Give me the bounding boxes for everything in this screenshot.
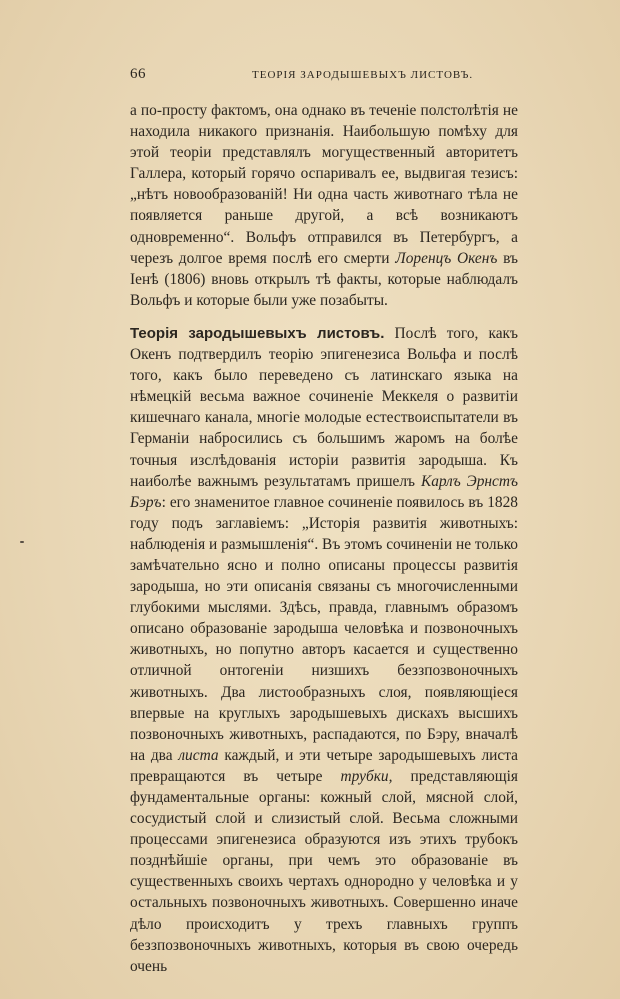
section-heading: Теорія зародышевыхъ листовъ. [130, 324, 385, 342]
paragraph-1-text: а по-просту фактомъ, она однако въ теченіе полстолѣтія не находила никакого признанія. Наибольшую помѣху для этой теоріи представлялъ могущественный авторитетъ Галлера, который горячо оспаривалъ ее, выдвигая тезисъ: „нѣтъ новообразованій! Ни одна часть животнаго тѣла не появляется раньше другой, а всѣ возникаютъ одновременно“. Вольфъ отправился въ Петербургъ, а черезъ долгое время послѣ его смерти [130, 102, 518, 267]
person-name-oken: Лоренцъ Окенъ [395, 249, 498, 267]
person-name-baer: Карлъ Эрнстъ Бэръ [130, 472, 518, 511]
page-header [130, 66, 518, 88]
emphasis-trubki: трубки, [340, 767, 393, 785]
paragraph-2-text-c: каждый, и эти четыре зародышевыхъ листа превращаются въ четыре [130, 746, 518, 785]
page-body [130, 100, 518, 977]
page-number: 66 [130, 66, 146, 82]
paragraph-2 [130, 323, 518, 977]
paragraph-2-text-d: представляющія фундаментальные органы: кожный слой, мясной слой, сосудистый слой и слизистый слой. Весьма сложными процессами эпигенезиса образуются изъ этихъ трубокъ позднѣйшіе органы, при чемъ это образованіе въ существенныхъ своихъ чертахъ однородно у человѣка и у остальныхъ позвоночныхъ животныхъ. Совершенно иначе дѣло происходитъ у трехъ главныхъ группъ беззпозвоночныхъ животныхъ, которыя въ свою очередь очень [130, 767, 518, 975]
paragraph-2-text-a: Послѣ того, какъ Окенъ подтвердилъ теорію эпигенезиса Вольфа и послѣ того, какъ было переведено съ латинскаго языка на нѣмецкій весьма важное сочиненіе Меккеля о развитіи кишечнаго канала, многіе молодые естествоиспытатели въ Германіи набросились съ большимъ жаромъ на болѣе точныя изслѣдованія исторіи развитія зародыша. Къ наиболѣе важнымъ результатамъ пришелъ [130, 324, 518, 490]
running-title: ТЕОРІЯ ЗАРОДЫШЕВЫХЪ ЛИСТОВЪ. [252, 69, 474, 81]
paragraph-1 [130, 100, 518, 311]
paragraph-1-text-after: въ Іенѣ (1806) вновь открылъ тѣ факты, которые наблюдалъ Вольфъ и которые были уже позабыты. [130, 249, 518, 309]
margin-speck [20, 541, 24, 543]
emphasis-lista: листа [178, 746, 219, 764]
paragraph-2-text-b: : его знаменитое главное сочиненіе появилось въ 1828 году подъ заглавіемъ: „Исторія развитія животныхъ: наблюденія и размышленія“. Въ этомъ сочиненіи не только замѣчательно ясно и полно описаны процессы развитія зародыша, но эти описанія связаны съ многочисленными глубокими мыслями. Здѣсь, правда, главнымъ образомъ описано образованіе зародыша человѣка и позвоночныхъ животныхъ, но попутно авторъ касается и существенно отличной онтогеніи низшихъ беззпозвоночныхъ животныхъ. Два листообразныхъ слоя, появляющіеся впервые на круглыхъ зародышевыхъ дискахъ высшихъ позвоночныхъ животныхъ, распадаются, по Бэру, вначалѣ на два [130, 493, 518, 764]
